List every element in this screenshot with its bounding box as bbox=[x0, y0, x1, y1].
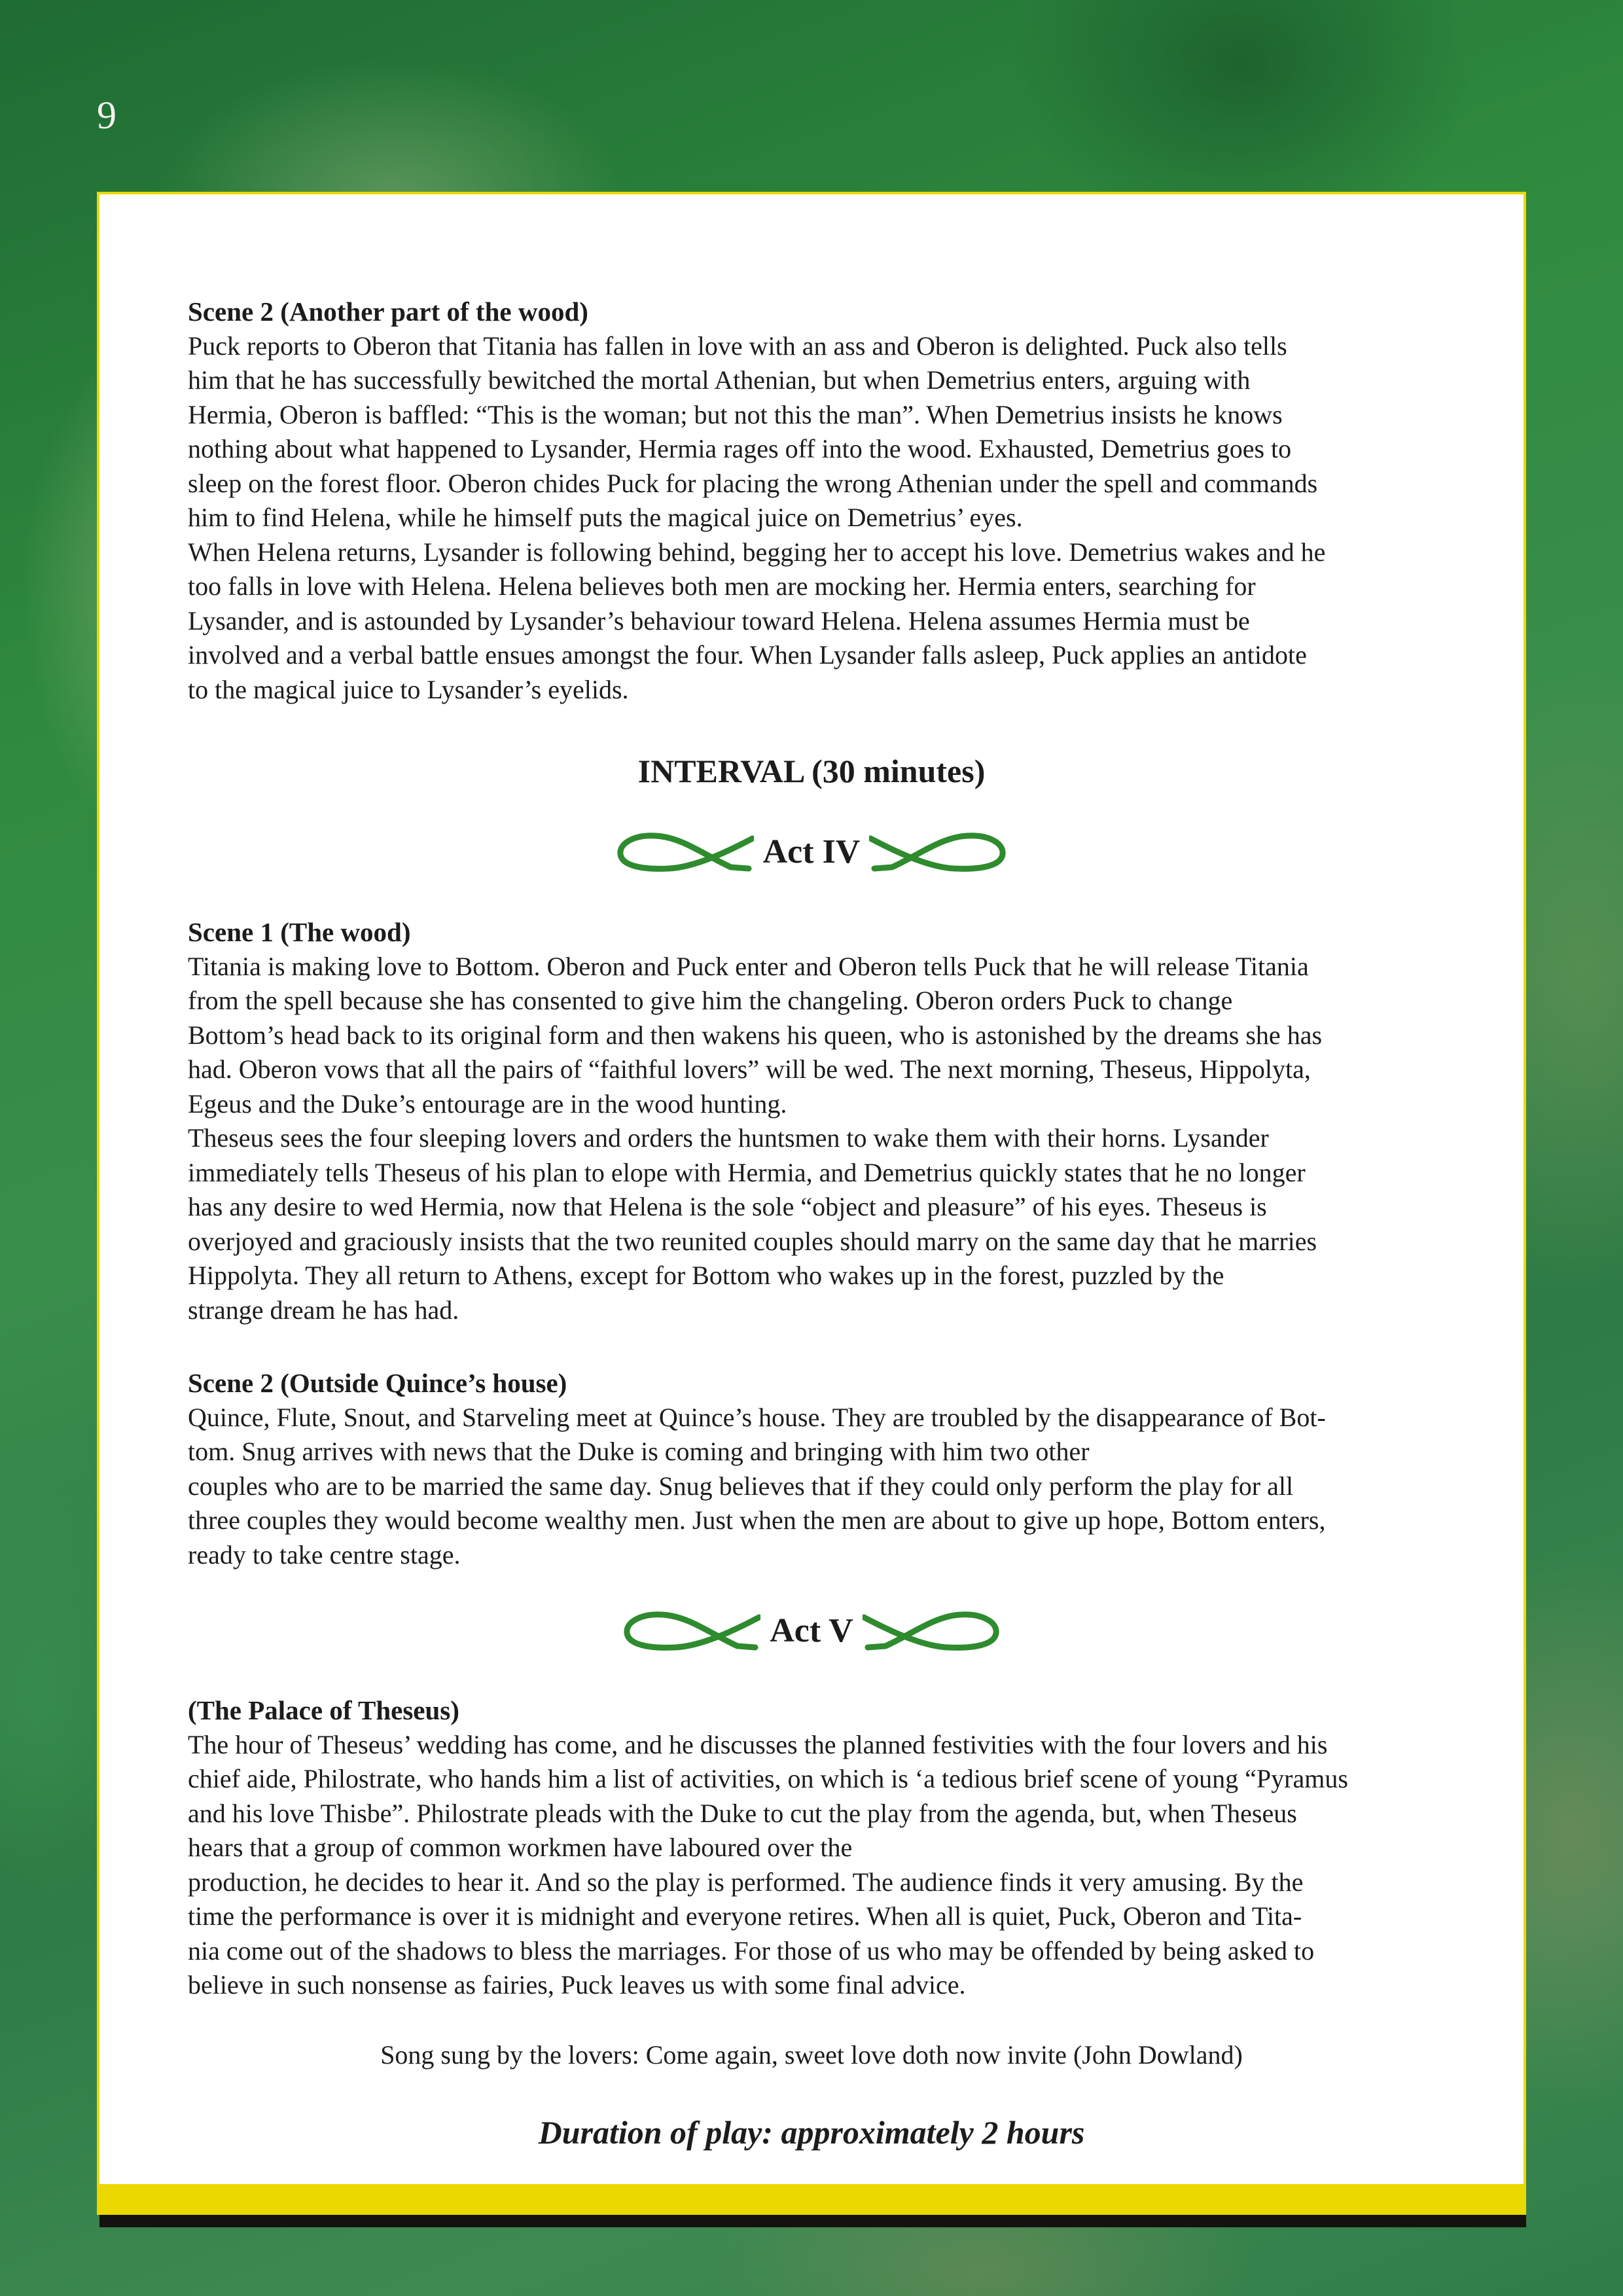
paragraph-line: nia come out of the shadows to bless the marriages. For those of us who may be offended by being asked to bbox=[188, 1935, 1315, 1965]
paragraph-line: hears that a group of common workmen have laboured over the bbox=[188, 1833, 853, 1862]
paragraph-line: When Helena returns, Lysander is following behind, begging her to accept his love. Demetrius wakes and he bbox=[188, 537, 1326, 567]
paragraph-line: time the performance is over it is midnight and everyone retires. When all is quiet, Puck, Oberon and Tita- bbox=[188, 1901, 1302, 1931]
act4-header bbox=[97, 826, 1526, 878]
palace-section bbox=[188, 1693, 1438, 2003]
paragraph-line: overjoyed and graciously insists that the two reunited couples should marry on the same day that he marries bbox=[188, 1226, 1317, 1256]
paragraph-line: chief aide, Philostrate, who hands him a list of activities, on which is ‘a tedious brief scene of young “Pyramus bbox=[188, 1764, 1348, 1793]
paragraph-line: Hippolyta. They all return to Athens, except for Bottom who wakes up in the forest, puzzled by the bbox=[188, 1261, 1224, 1290]
scene-heading: Scene 2 (Another part of the wood) bbox=[188, 296, 588, 327]
paragraph-line: involved and a verbal battle ensues amongst the four. When Lysander falls asleep, Puck applies an antidote bbox=[188, 640, 1307, 670]
flourish-right-icon bbox=[869, 829, 1007, 875]
paragraph-line: has any desire to wed Hermia, now that Helena is the sole “object and pleasure” of his eyes. Theseus is bbox=[188, 1192, 1267, 1221]
act-title: Act V bbox=[770, 1612, 853, 1649]
song-note: Song sung by the lovers: Come again, sweet love doth now invite (John Dowland) bbox=[380, 2040, 1243, 2070]
paragraph-line: nothing about what happened to Lysander, Hermia rages off into the wood. Exhausted, Demetrius goes to bbox=[188, 434, 1292, 463]
paragraph-line: too falls in love with Helena. Helena believes both men are mocking her. Hermia enters, searching for bbox=[188, 571, 1256, 601]
card-bottom-band bbox=[99, 2184, 1526, 2215]
scene-heading: Scene 2 (Outside Quince’s house) bbox=[188, 1368, 567, 1398]
paragraph-line: from the spell because she has consented to give him the changeling. Oberon orders Puck to change bbox=[188, 986, 1233, 1015]
paragraph-line: and his love Thisbe”. Philostrate pleads with the Duke to cut the play from the agenda, but, when Theseus bbox=[188, 1798, 1297, 1828]
paragraph-line: The hour of Theseus’ wedding has come, and he discusses the planned festivities with the four lovers and his bbox=[188, 1729, 1328, 1759]
scene-heading: Scene 1 (The wood) bbox=[188, 917, 411, 947]
paragraph-line: Egeus and the Duke’s entourage are in the wood hunting. bbox=[188, 1088, 787, 1119]
flourish-left-icon bbox=[623, 1608, 760, 1654]
paragraph-line: Theseus sees the four sleeping lovers and orders the huntsmen to wake them with their horns. Lysander bbox=[188, 1123, 1269, 1153]
flourish-right-icon bbox=[863, 1608, 1000, 1654]
scene2-wood-section bbox=[188, 295, 1438, 707]
paragraph-line: tom. Snug arrives with news that the Duke is coming and bringing with him two other bbox=[188, 1437, 1090, 1466]
paragraph-line: Hermia, Oberon is baffled: “This is the woman; but not this the man”. When Demetrius insists he knows bbox=[188, 399, 1283, 429]
paragraph-line: had. Oberon vows that all the pairs of “faithful lovers” will be wed. The next morning, Theseus, Hippolyta, bbox=[188, 1054, 1311, 1084]
paragraph-line: Puck reports to Oberon that Titania has fallen in love with an ass and Oberon is delighted. Puck also tells bbox=[188, 331, 1287, 361]
paragraph-line: Lysander, and is astounded by Lysander’s behaviour toward Helena. Helena assumes Hermia must be bbox=[188, 605, 1250, 636]
scene2-quince-section bbox=[188, 1366, 1438, 1572]
paragraph-line: to the magical juice to Lysander’s eyelids. bbox=[188, 674, 629, 704]
scene1-wood-section bbox=[188, 915, 1438, 1327]
card-shadow-band bbox=[99, 2215, 1526, 2227]
scene-heading: (The Palace of Theseus) bbox=[188, 1695, 459, 1725]
paragraph-line: believe in such nonsense as fairies, Puck leaves us with some final advice. bbox=[188, 1970, 966, 2000]
paragraph-line: sleep on the forest floor. Oberon chides Puck for placing the wrong Athenian under the spell and commands bbox=[188, 468, 1318, 498]
paragraph-line: three couples they would become wealthy men. Just when the men are about to give up hope, Bottom enters, bbox=[188, 1505, 1326, 1535]
paragraph-line: Bottom’s head back to its original form and then wakens his queen, who is astonished by the dreams she has bbox=[188, 1020, 1323, 1050]
paragraph-line: production, he decides to hear it. And so the play is performed. The audience finds it very amusing. By the bbox=[188, 1867, 1304, 1897]
paragraph-line: Titania is making love to Bottom. Oberon and Puck enter and Oberon tells Puck that he will release Titania bbox=[188, 951, 1309, 981]
paragraph-line: immediately tells Theseus of his plan to elope with Hermia, and Demetrius quickly states that he no longer bbox=[188, 1157, 1306, 1187]
paragraph-line: Quince, Flute, Snout, and Starveling meet at Quince’s house. They are troubled by the disappearance of Bot- bbox=[188, 1402, 1326, 1432]
interval-heading: INTERVAL (30 minutes) bbox=[637, 753, 986, 789]
paragraph-line: couples who are to be married the same day. Snug believes that if they could only perform the play for all bbox=[188, 1471, 1294, 1501]
act5-header bbox=[97, 1605, 1526, 1657]
page-number: 9 bbox=[97, 94, 116, 137]
paragraph-line: him to find Helena, while he himself puts the magical juice on Demetrius’ eyes. bbox=[188, 503, 1023, 532]
paragraph-line: strange dream he has had. bbox=[188, 1295, 459, 1325]
paragraph-line: ready to take centre stage. bbox=[188, 1539, 461, 1570]
paragraph-line: him that he has successfully bewitched the mortal Athenian, but when Demetrius enters, arguing with bbox=[188, 365, 1251, 395]
act-title: Act IV bbox=[762, 833, 861, 870]
flourish-left-icon bbox=[616, 829, 754, 875]
duration-note: Duration of play: approximately 2 hours bbox=[538, 2114, 1085, 2151]
